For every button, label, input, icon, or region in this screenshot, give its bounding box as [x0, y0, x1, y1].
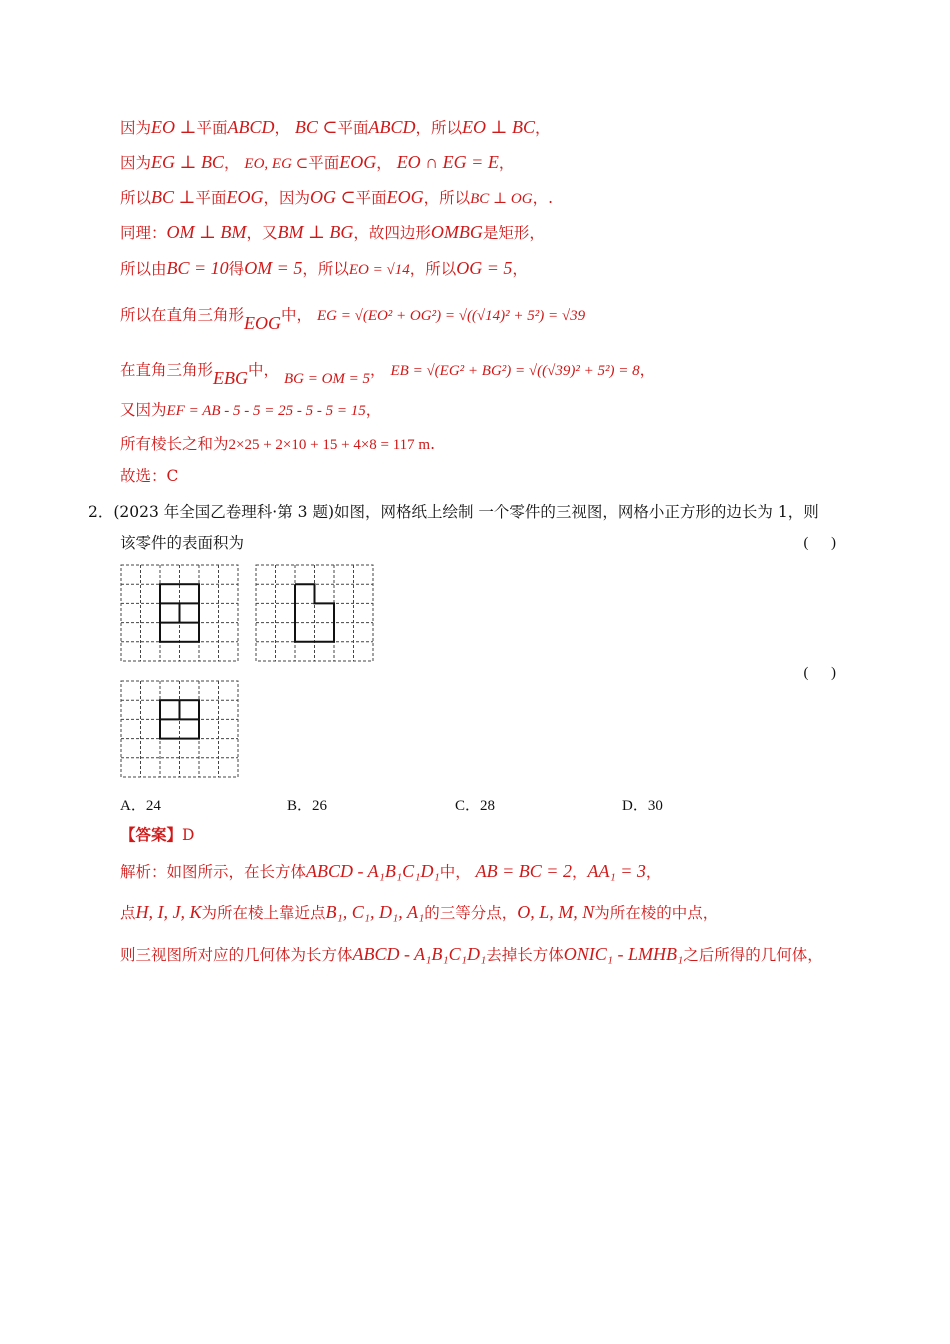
solution-line-7: 在直角三角形EBG中， BG = OM = 5， EB = √(EG² + BG²) = √((√39)² + 5²) = 8， — [120, 361, 656, 388]
question-2-line-1: 2．(2023 年全国乙卷理科·第 3 题)如图，网格纸上绘制 一个零件的三视图，网格小正方形的边长为 1，则 — [88, 503, 819, 521]
solution-line-10: 故选：C — [120, 467, 179, 485]
option-d[interactable]: D．30 — [622, 798, 663, 814]
answer-tag: 【答案】 — [120, 825, 183, 844]
top-view-figure — [119, 679, 241, 779]
answer-parenthesis-1: ( ) — [803, 535, 836, 551]
option-b[interactable]: B．26 — [287, 798, 328, 814]
option-c[interactable]: C．28 — [455, 798, 496, 814]
analysis-line-1: 解析：如图所示，在长方体ABCD - A₁B₁C₁D₁中， AB = BC = 2，AA₁ = 3， — [120, 861, 662, 881]
solution-line-9: 所有棱长之和为2×25 + 2×10 + 15 + 4×8 = 117 m. — [120, 435, 436, 453]
answer-line — [120, 825, 194, 845]
grid-lines — [121, 681, 238, 777]
solution-line-5: 所以由BC = 10得OM = 5，所以EO = √14，所以OG = 5， — [120, 258, 528, 278]
option-a[interactable]: A．24 — [120, 798, 161, 814]
solution-line-2: 因为EG ⊥ BC， EO, EG ⊂平面EOG， EO ∩ EG = E， — [120, 152, 515, 172]
answer-parenthesis-2: ( ) — [803, 665, 836, 681]
side-view-figure — [254, 563, 376, 663]
analysis-line-2: 点H, I, J, K为所在棱上靠近点B₁, C₁, D₁, A₁的三等分点，O, L, M, N为所在棱的中点， — [120, 902, 719, 922]
grid-lines — [256, 565, 373, 661]
solution-line-3: 所以BC ⊥平面EOG，因为OG ⊂平面EOG，所以BC ⊥ OG，. — [120, 187, 553, 207]
solution-line-6: 所以在直角三角形EOG中， EG = √(EO² + OG²) = √((√14)² + 5²) = √39 — [120, 306, 586, 333]
solution-line-8: 又因为EF = AB - 5 - 5 = 25 - 5 - 5 = 15， — [120, 401, 382, 419]
solution-line-4: 同理：OM ⊥ BM，又BM ⊥ BG，故四边形OMBG是矩形， — [120, 222, 545, 242]
answer-value: D — [182, 826, 195, 844]
front-view-figure — [119, 563, 241, 663]
analysis-line-3: 则三视图所对应的几何体为长方体ABCD - A₁B₁C₁D₁去掉长方体ONIC₁ - LMHB₁之后所得的几何体， — [120, 944, 823, 964]
solution-line-1: 因为EO ⊥平面ABCD， BC ⊂平面ABCD，所以EO ⊥ BC， — [120, 117, 551, 137]
question-2-line-2: 该零件的表面积为 — [120, 534, 245, 552]
